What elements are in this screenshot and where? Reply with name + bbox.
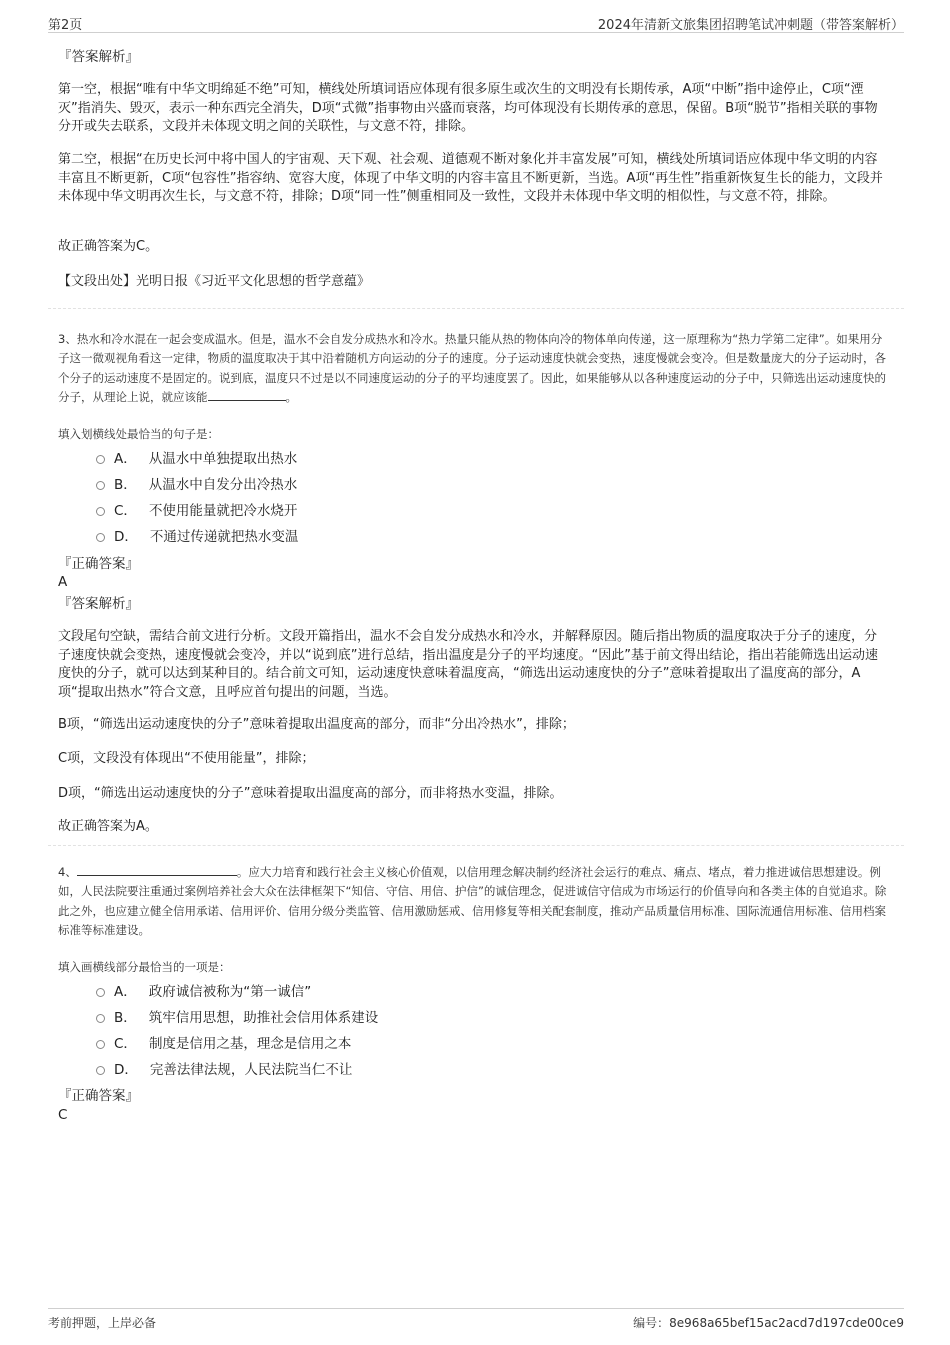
q3-option-a[interactable] [96, 446, 297, 468]
q3-prompt: 填入划横线处最恰当的句子是： [58, 426, 219, 441]
q3-answer-label: 『正确答案』 [58, 556, 139, 572]
q3-blank [208, 388, 286, 401]
radio-icon[interactable] [96, 1014, 105, 1023]
option-text: 完善法律法规，人民法院当仁不让 [149, 1062, 353, 1078]
section-divider [48, 308, 904, 309]
q3-analysis-para-3: C项，文段没有体现出“不使用能量”，排除； [58, 751, 315, 766]
footer-motto: 考前押题，上岸必备 [48, 1316, 157, 1330]
q4-answer-label: 『正确答案』 [58, 1088, 139, 1104]
q4-option-d[interactable] [96, 1057, 352, 1079]
option-text: 不通过传递就把热水变温 [149, 529, 299, 545]
radio-icon[interactable] [96, 1040, 105, 1049]
radio-icon[interactable] [96, 988, 105, 997]
option-letter: C． [114, 1036, 137, 1052]
q3-option-d[interactable] [96, 524, 298, 546]
q3-analysis-para-4: D项，“筛选出运动速度快的分子”意味着提取出温度高的部分，而非将热水变温，排除。 [58, 786, 563, 801]
q2-analysis-label: 『答案解析』 [58, 49, 139, 65]
q3-analysis-para-2: B项，“筛选出运动速度快的分子”意味着提取出温度高的部分，而非“分出冷热水”，排除； [58, 717, 575, 732]
q3-analysis-para-1: 文段尾句空缺，需结合前文进行分析。文段开篇指出，温水不会自发分成热水和冷水，并解释原因。随后指出物质的温度取决于分子的速度，分子速度快就会变热，速度慢就会变冷，并以“说到底”进行总结，指出温度是分子的平均速度。“因此”基于前文得出结论，指出若能筛选出运动速度快的分子，就可以达到某种目的。结合前文可知，运动速度快意味着温度高，“筛选出运动速度快的分子”意味着提取出了温度高的部分，A项“提取出热水”符合文意，且呼应首句提出的问题，当选。 [58, 629, 878, 700]
q3-stem-end: 。 [285, 390, 297, 404]
option-text: 制度是信用之基，理念是信用之本 [148, 1036, 352, 1052]
q4-stem [58, 863, 888, 941]
option-text: 不使用能量就把冷水烧开 [148, 503, 298, 519]
q3-option-b[interactable] [96, 472, 297, 494]
document-title: 2024年清新文旅集团招聘笔试冲刺题（带答案解析） [597, 18, 904, 33]
q4-answer: C [58, 1107, 68, 1123]
q4-prompt: 填入画横线部分最恰当的一项是： [58, 959, 231, 974]
page-number: 第2页 [48, 18, 83, 33]
q4-blank [77, 863, 237, 876]
q3-option-c[interactable] [96, 498, 297, 520]
q3-analysis-label: 『答案解析』 [58, 596, 139, 612]
option-letter: B． [114, 1010, 137, 1026]
option-letter: A． [114, 451, 137, 467]
q4-option-b[interactable] [96, 1005, 378, 1027]
page-header [48, 12, 904, 33]
q3-answer: A [58, 574, 68, 590]
radio-icon[interactable] [96, 481, 105, 490]
q2-analysis-para-1: 第一空，根据“唯有中华文明绵延不绝”可知，横线处所填词语应体现有很多原生或次生的文明没有长期传承，A项“中断”指中途停止，C项“湮灭”指消失、毁灭，表示一种东西完全消失，D项“式微”指事物由兴盛而衰落，均可体现没有长期传承的意思，保留。B项“脱节”指相关联的事物分开或失去联系，文段并未体现文明之间的关联性，与文意不符，排除。 [58, 82, 878, 134]
footer-code [633, 1314, 904, 1331]
option-text: 从温水中自发分出冷热水 [148, 477, 298, 493]
q3-stem [58, 330, 888, 408]
radio-icon[interactable] [96, 533, 105, 542]
page-footer [48, 1308, 904, 1331]
option-text: 筑牢信用思想，助推社会信用体系建设 [148, 1010, 379, 1026]
q3-stem-text: 3、热水和冷水混在一起会变成温水。但是，温水不会自发分成热水和冷水。热量只能从热的物体向冷的物体单向传递，这一原理称为“热力学第二定律”。如果用分子这一微观视角看这一定律，物质的温度取决于其中沿着随机方向运动的分子的速度。分子运动速度快就会变热，速度慢就会变冷。但是数量庞大的分子运动时，各个分子的运动速度不是固定的。说到底，温度只不过是以不同速度运动的分子的平均速度罢了。因此，如果能够从以各种速度运动的分子中，只筛选出运动速度快的分子，从理论上说，就应该能 [58, 331, 886, 404]
q3-conclusion: 故正确答案为A。 [58, 819, 158, 834]
radio-icon[interactable] [96, 455, 105, 464]
q2-conclusion: 故正确答案为C。 [58, 239, 159, 254]
option-letter: B． [114, 477, 137, 493]
q4-option-c[interactable] [96, 1031, 351, 1053]
section-divider [48, 845, 904, 846]
option-text: 从温水中单独提取出热水 [148, 451, 298, 467]
footer-code-value: 8e968a65bef15ac2acd7d197cde00ce9 [669, 1316, 904, 1330]
radio-icon[interactable] [96, 507, 105, 516]
q2-source: 【文段出处】光明日报《习近平文化思想的哲学意蕴》 [58, 274, 371, 289]
q4-option-a[interactable] [96, 979, 311, 1001]
q4-stem-text: 。应大力培育和践行社会主义核心价值观，以信用理念解决制约经济社会运行的难点、痛点、堵点，着力推进诚信思想建设。例如，人民法院要注重通过案例培养社会大众在法律框架下“知信、守信、用信、护信”的诚信理念，促进诚信守信成为市场运行的价值导向和各类主体的自觉追求。除此之外，也应建立健全信用承诺、信用评价、信用分级分类监管、信用激励惩戒、信用修复等相关配套制度，推动产品质量信用标准、国际流通信用标准、信用档案标准等标准建设。 [58, 864, 887, 937]
option-letter: C． [114, 503, 137, 519]
option-letter: D． [114, 1062, 138, 1078]
option-letter: A． [114, 984, 137, 1000]
option-text: 政府诚信被称为“第一诚信” [148, 984, 312, 1000]
radio-icon[interactable] [96, 1066, 105, 1075]
q4-number: 4、 [58, 864, 77, 879]
option-letter: D． [114, 529, 138, 545]
q2-analysis-para-2: 第二空，根据“在历史长河中将中国人的宇宙观、天下观、社会观、道德观不断对象化并丰富发展”可知，横线处所填词语应体现中华文明的内容丰富且不断更新，C项“包容性”指容纳、宽容大度，体现了中华文明的内容丰富且不断更新，当选。A项“再生性”指重新恢复生长的能力，文段并未体现中华文明再次生长，与文意不符，排除；D项“同一性”侧重相同及一致性，文段并未体现中华文明的相似性，与文意不符，排除。 [58, 152, 883, 204]
footer-code-label: 编号： [633, 1316, 670, 1330]
